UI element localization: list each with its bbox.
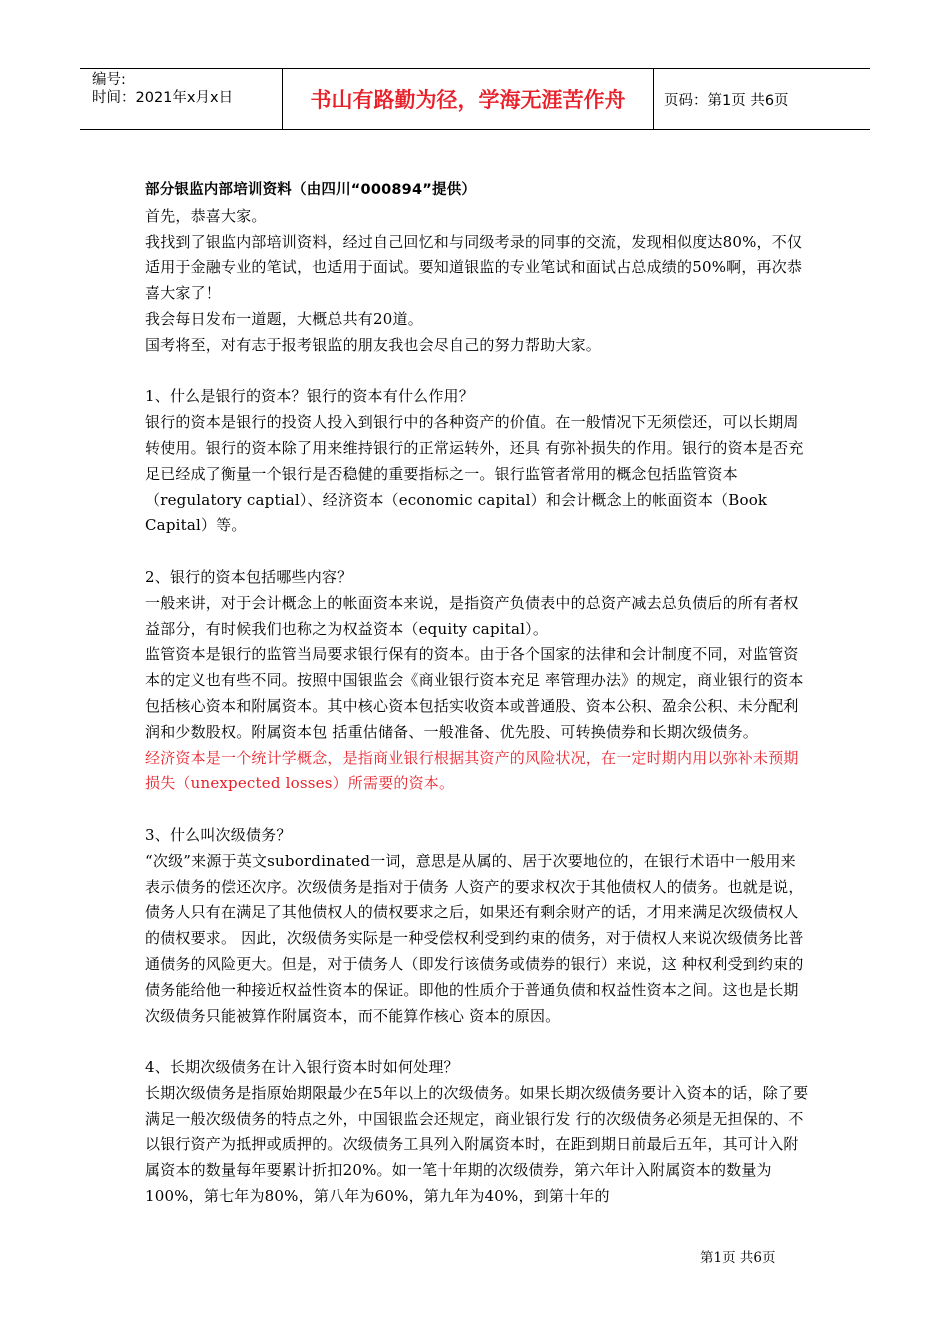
answer-1: 银行的资本是银行的投资人投入到银行中的各种资产的价值。在一般情况下无须偿还，可以长期周转使用。银行的资本除了用来维持银行的正常运转外，还具 有弥补损失的作用。银行的资本是否充足已经成了衡量一个银行是否稳健的重要指标之一。银行监管者常用的概念包括监管资本（regulatory captial）、经济资本（economic capital）和会计概念上的帐面资本（Book Capital）等。 xyxy=(145,413,804,535)
question-1: 1、什么是银行的资本？银行的资本有什么作用？ xyxy=(145,387,474,406)
motto: 书山有路勤为径，学海无涯苦作舟 xyxy=(282,69,654,129)
intro-paragraph-3: 我会每日发布一道题，大概总共有20道。 xyxy=(145,309,423,328)
answer-4: 长期次级债务是指原始期限最少在5年以上的次级债务。如果长期次级债务要计入资本的话，除了要满足一般次级债务的特点之外，中国银监会还规定，商业银行发 行的次级债务必须是无担保的、不以银行资产为抵押或质押的。次级债务工具列入附属资本时，在距到期日前最后五年，其可计入附属资本的数量每年要累计折扣20%。如一笔十年期的次级债券，第六年计入附属资本的数量为100%，第七年为80%，第八年为60%，第九年为40%，到第十年的 xyxy=(145,1083,809,1206)
header-table xyxy=(80,68,870,130)
question-4: 4、长期次级债务在计入银行资本时如何处理？ xyxy=(145,1058,459,1077)
answer-2-part-1: 一般来讲，对于会计概念上的帐面资本来说，是指资产负债表中的总资产减去总负债后的所有者权益部分，有时候我们也称之为权益资本（equity capital）。 xyxy=(145,593,799,638)
time-label: 时间：2021年x月x日 xyxy=(92,90,234,106)
question-2: 2、银行的资本包括哪些内容？ xyxy=(145,567,353,586)
intro-paragraph-2: 我找到了银监内部培训资料，经过自己回忆和与同级考录的同事的交流，发现相似度达80%，不仅适用于金融专业的笔试，也适用于面试。要知道银监的专业笔试和面试占总成绩的50%啊，再次恭喜大家了！ xyxy=(145,232,803,303)
number-label: 编号: xyxy=(92,72,126,88)
answer-2-part-3-highlight: 经济资本是一个统计学概念，是指商业银行根据其资产的风险状况，在一定时期内用以弥补未预期损失（unexpected losses）所需要的资本。 xyxy=(145,748,799,793)
document-title: 部分银监内部培训资料（由四川“000894”提供） xyxy=(145,182,477,198)
intro-paragraph-4: 国考将至，对有志于报考银监的朋友我也会尽自己的努力帮助大家。 xyxy=(145,335,602,354)
header-page-info: 页码：第1页 共6页 xyxy=(664,92,789,109)
intro-paragraph-1: 首先，恭喜大家。 xyxy=(145,206,267,225)
question-3: 3、什么叫次级债务？ xyxy=(145,825,292,844)
document-body xyxy=(145,178,810,1210)
answer-3: “次级”来源于英文subordinated一词，意思是从属的、居于次要地位的，在银行术语中一般用来表示债务的偿还次序。次级债务是指对于债务 人资产的要求权次于其他债权人的债务。也就是说，债务人只有在满足了其他债权人的债权要求之后，如果还有剩余财产的话，才用来满足次级债权人的债权要求。 因此，次级债务实际是一种受偿权利受到约束的债务，对于债权人来说次级债务比普通债务的风险更大。但是，对于债务人（即发行该债务或债券的银行）来说，这 种权利受到约束的债务能给他一种接近权益性资本的保证。即他的性质介于普通负债和权益性资本之间。这也是长期次级债务只能被算作附属资本，而不能算作核心 资本的原因。 xyxy=(145,851,804,1025)
answer-2-part-2: 监管资本是银行的监管当局要求银行保有的资本。由于各个国家的法律和会计制度不同，对监管资本的定义也有些不同。按照中国银监会《商业银行资本充足 率管理办法》的规定，商业银行的资本包括核心资本和附属资本。其中核心资本包括实收资本或普通股、资本公积、盈余公积、未分配利润和少数股权。附属资本包 括重估储备、一般准备、优先股、可转换债券和长期次级债务。 xyxy=(145,645,804,741)
footer-page-info: 第1页 共6页 xyxy=(700,1250,776,1266)
header-left-cell xyxy=(80,69,282,129)
